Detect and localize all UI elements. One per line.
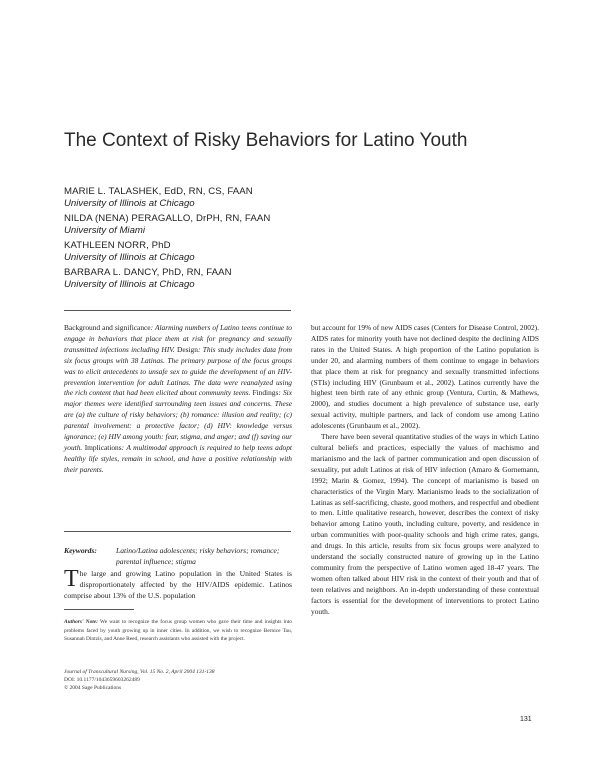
intro-paragraph (64, 568, 292, 601)
author-name: KATHLEEN NORR, PhD (64, 240, 171, 251)
abstract (64, 323, 292, 476)
footnote-divider (64, 609, 134, 610)
authors-note-label: Authors' Note: (64, 619, 98, 625)
keywords (64, 545, 292, 567)
abstract-label-implications: Implications (84, 442, 122, 452)
author-name: MARIE L. TALASHEK, EdD, RN, CS, FAAN (64, 186, 253, 197)
right-column (311, 323, 539, 617)
author-entry (64, 186, 364, 210)
abstract-label-findings: Findings (252, 388, 279, 398)
journal-doi: DOI: 10.1177/1043659603262489 (64, 677, 140, 684)
abstract-text-design: : This study includes data from six focus groups with 38 Latinas. The primary purpose of the focus groups was to elicit antecedents to unsafe sex to guide the development of an HIV-prevention intervention for adult Latinas. The data were reanalyzed using the rich content that had been elicited about community teens. (64, 344, 292, 398)
authors-note (64, 618, 292, 644)
author-affiliation: University of Illinois at Chicago (64, 279, 195, 290)
author-name: NILDA (NENA) PERAGALLO, DrPH, RN, FAAN (64, 213, 271, 224)
author-entry (64, 213, 364, 237)
abstract-text-findings: : Six major themes were identified surrounding teen issues and concerns. These are (a) the culture of risky behaviors; (b) romance: illusion and reality; (c) parental involvement: a protective factor; (d) HIV: knowledge versus ignorance; (e) HIV among youth: fear, stigma, and anger; and (f) saving our youth. (64, 388, 292, 452)
divider-top (64, 310, 291, 311)
author-entry (64, 267, 364, 291)
intro-text: he large and growing Latino population in the United States is disproportionately affected by the HIV/AIDS epidemic. Latinos comprise about 13% of the U.S. population (64, 569, 292, 600)
abstract-text-background: : Alarming numbers of Latino teens continue to engage in behaviors that place them at risk for pregnancy and sexually transmitted infections including HIV. (64, 323, 292, 354)
abstract-text-implications: : A multimodal approach is required to help teens adopt healthy life styles, remain in school, and have a positive relationship with their parents. (64, 442, 292, 474)
left-column (64, 323, 292, 476)
abstract-label-design: Design (176, 344, 198, 354)
body-paragraph-1: but account for 19% of new AIDS cases (Centers for Disease Control, 2002). AIDS rates for minority youth have not declined despite the declining AIDS rates in the United States. A high proportion of the Latino population is under 20, and alarming numbers of them continue to engage in behaviors that place them at risk for pregnancy and sexually transmitted infections (STIs) including HIV (Grunbaum et al., 2002). Latinos currently have the highest teen birth rate of any ethnic group (Ventura, Curtin, & Mathews, 2000), and studies document a high prevalence of substance use, early sexual activity, multiple partners, and lack of condom use among Latino adolescents (Grunbaum et al., 2002). (311, 323, 539, 431)
author-affiliation: University of Illinois at Chicago (64, 198, 195, 209)
journal-info (64, 668, 292, 693)
authors-note-text: We want to recognize the focus group women who gave their time and insights into problems faced by youth growing up in inner cities. In addition, we wish to recognize Bernice Tau, Susannah Dintzis, and Anne Reed, research assistants who assisted with the project. (64, 619, 292, 643)
journal-citation: Journal of Transcultural Nursing, Vol. 15 No. 2, April 2004 131-138 (64, 669, 215, 675)
author-affiliation: University of Miami (64, 225, 146, 236)
page-number: 131 (520, 716, 532, 723)
article-title: The Context of Risky Behaviors for Latino Youth (64, 130, 468, 151)
author-list (64, 186, 364, 294)
journal-copyright: © 2004 Sage Publications (64, 685, 122, 692)
keywords-text: Latino/Latina adolescents; risky behaviors; romance; parental influence; stigma (116, 546, 280, 566)
author-affiliation: University of Illinois at Chicago (64, 252, 195, 263)
author-name: BARBARA L. DANCY, PhD, RN, FAAN (64, 267, 232, 278)
keywords-label: Keywords: (64, 546, 97, 555)
author-entry (64, 240, 364, 264)
drop-cap: T (64, 566, 79, 592)
abstract-label-background: Background and significance (64, 323, 151, 332)
body-paragraph-2: There have been several quantitative studies of the ways in which Latino cultural beliefs and practices, especially the values of machismo and marianismo and the lack of partner communication and open discussion of sexuality, put adult Latinos at risk of HIV infection (Amaro & Gornemann, 1992; Marin & Gomez, 1994). The concept of marianismo is based on characteristics of the Virgin Mary. Marianismo leads to the socialization of Latinas as self-sacrificing, chaste, good mothers, and respectful and obedient to men. Little qualitative research, however, describes the context of risky behavior among Latino youth, including culture, poverty, and residence in urban communities with poor-quality schools and high crime rates, gangs, and drugs. In this article, results from six focus groups were analyzed to understand the socially constructed nature of growing up in the Latino community from the perspective of Latino women aged 18-47 years. The women often talked about HIV risk in the context of their youth and that of teen relatives and neighbors. An in-depth understanding of these contextual factors is essential for the development of interventions to protect Latino youth. (311, 432, 539, 616)
divider-middle (64, 531, 291, 532)
